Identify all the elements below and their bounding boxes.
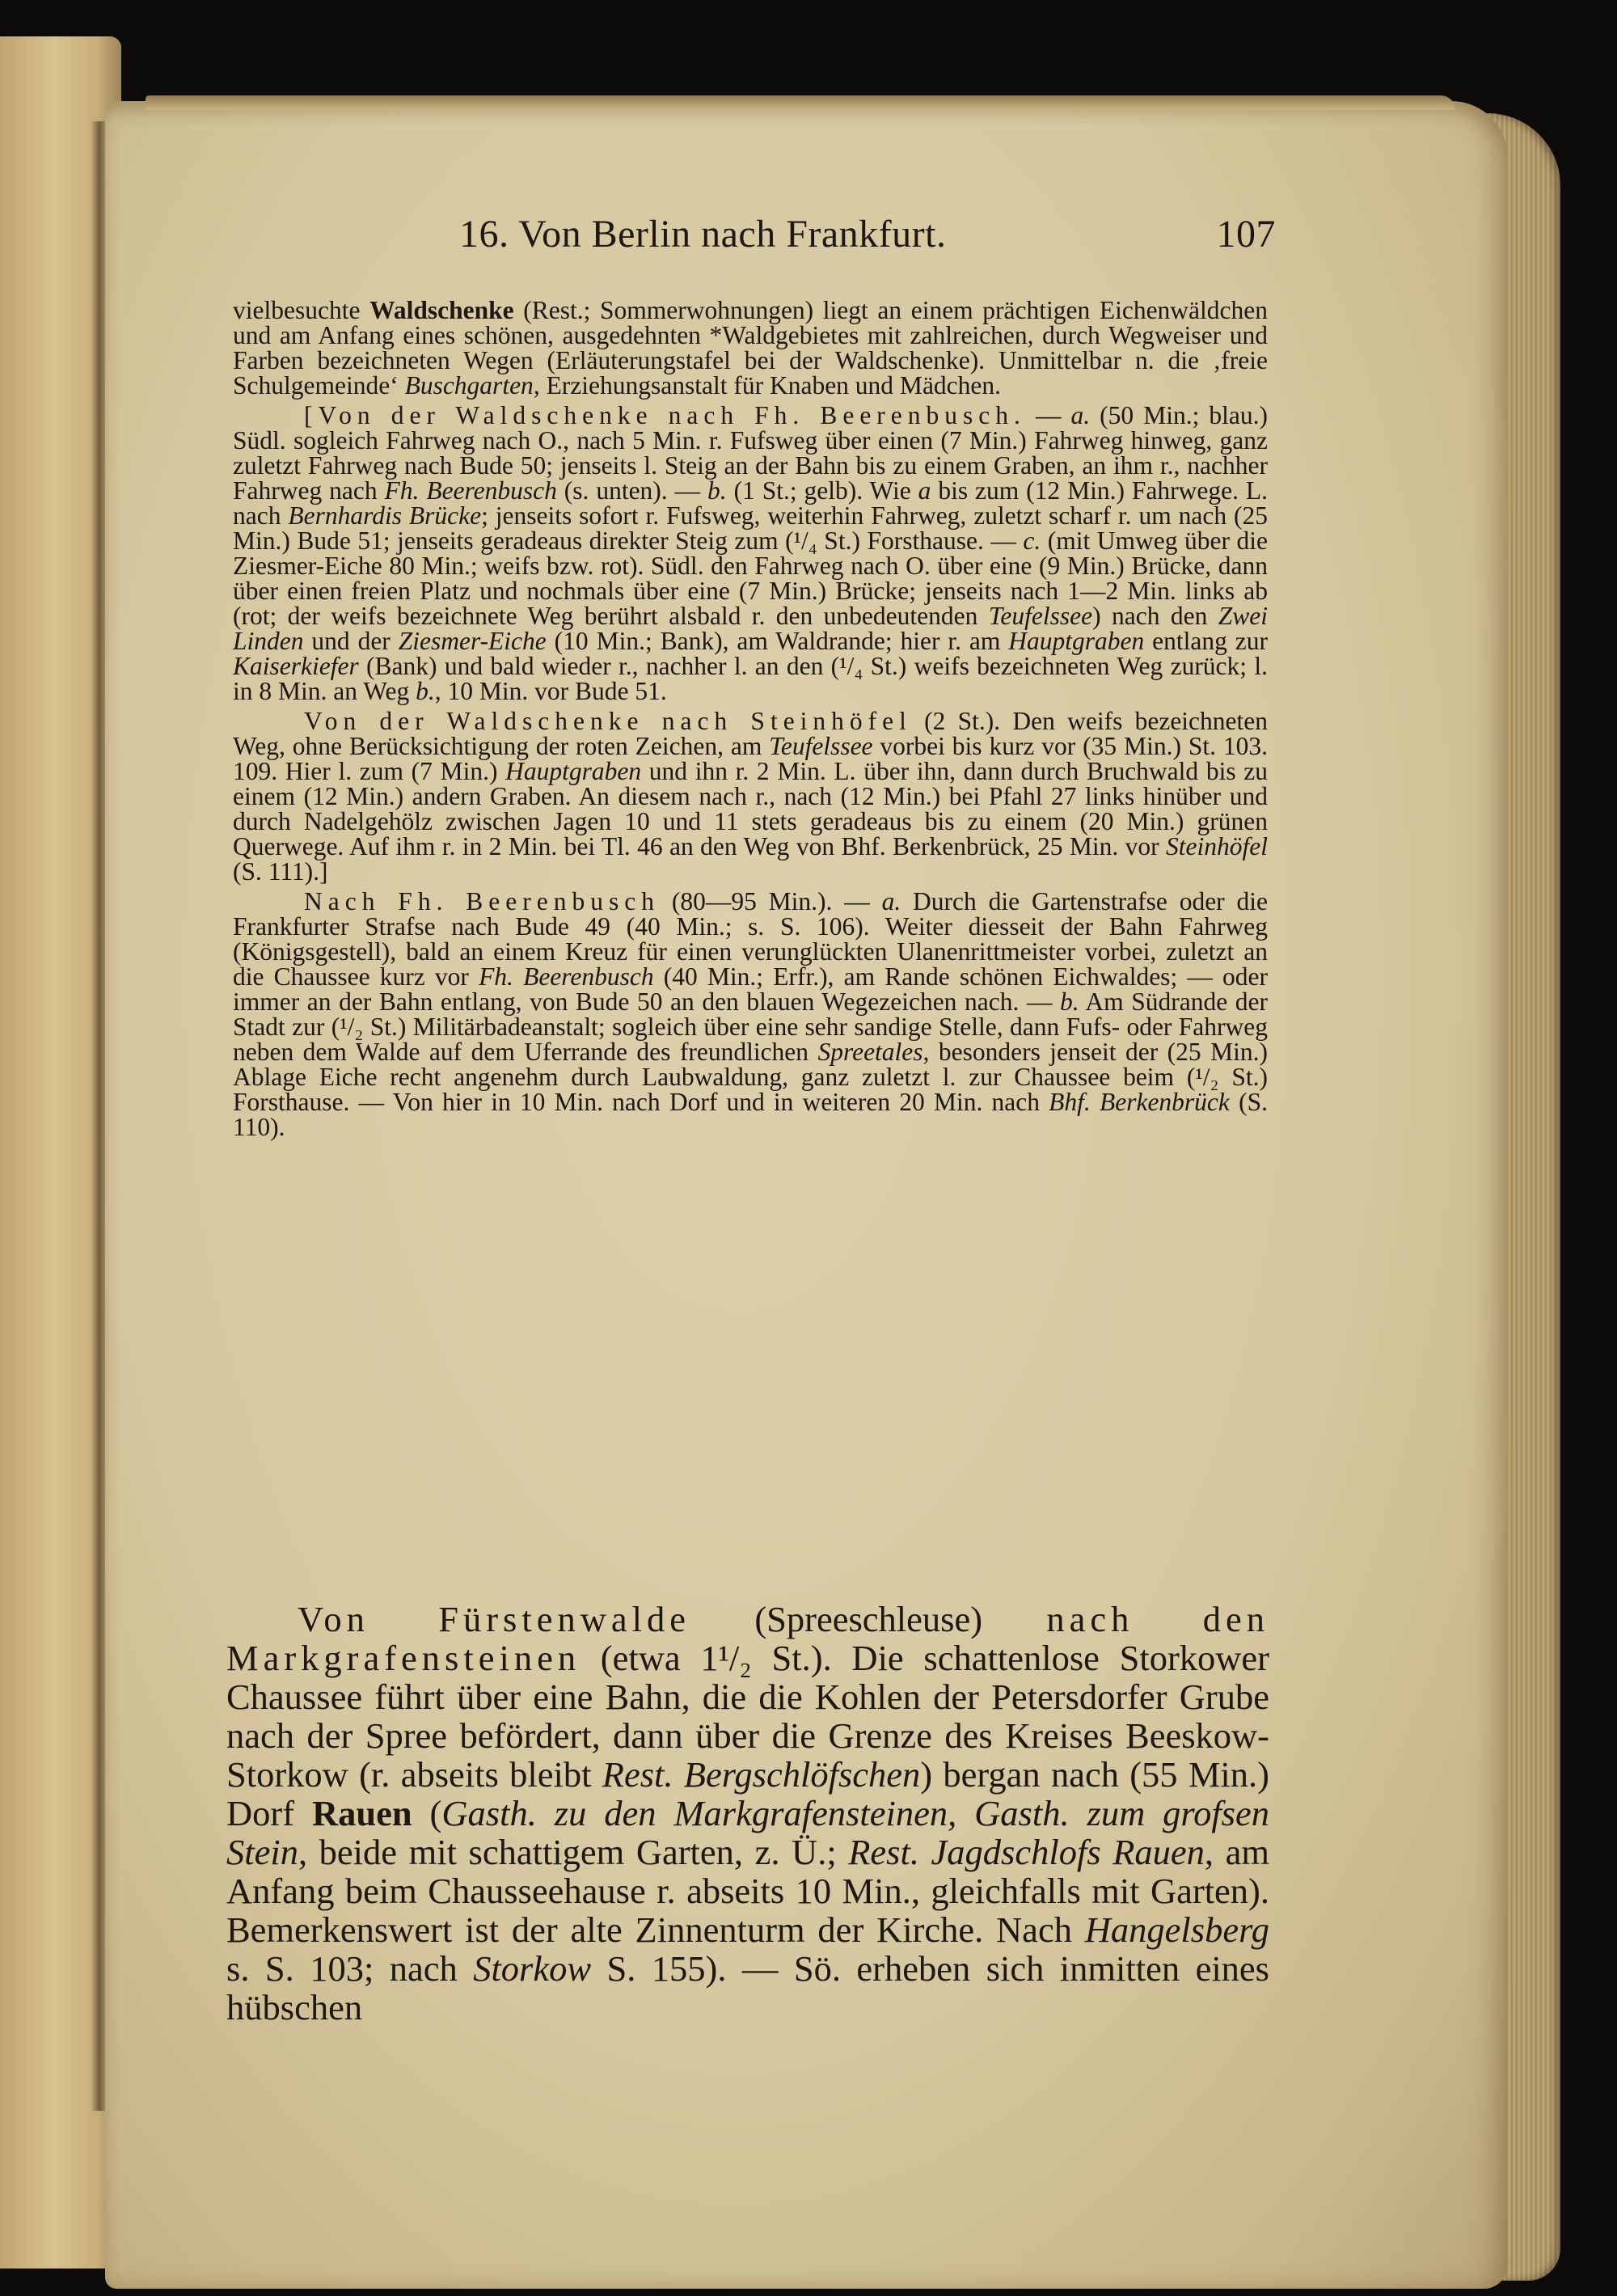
text-run: (10 Min.; Bank), am Waldrande; hier r. am — [546, 627, 1009, 655]
paragraph-route-beerenbusch — [233, 403, 1268, 704]
paragraph-markgrafensteine — [226, 1600, 1269, 2027]
text-run: S. 155). — Sö. erheben sich inmitten eines hübschen — [226, 1948, 1270, 2027]
text-run: ; jenseits sofort r. Fufsweg, weiterhin Fahrweg, zuletzt scharf r. um nach (25 Min.) Bude 51; jenseits geradeaus direkter Steig zum (¹/₄ St.) Forsthause. — — [233, 501, 1268, 555]
text-italic: Rest. Jagdschlofs Rauen — [848, 1832, 1205, 1872]
text-italic: Ziesmer-Eiche — [398, 627, 547, 655]
paragraph-nach-beerenbusch — [233, 889, 1268, 1140]
main-text-block — [233, 298, 1268, 1144]
text-italic: a. — [1070, 401, 1091, 429]
text-italic: a — [918, 476, 931, 505]
text-italic: Bernhardis Brücke — [288, 501, 482, 530]
text-run: (40 Min.; Erfr.), am Rande schönen Eichwaldes; — oder immer an der Bahn entlang, von Bude 50 an den blauen Wegezeichen nach. — — [233, 962, 1268, 1016]
text-italic: Spreetales — [817, 1038, 923, 1066]
text-run: (S. 111).] — [233, 857, 328, 886]
text-italic: Teufelssee — [769, 732, 873, 760]
text-run: und ihn r. 2 Min. L. über ihn, dann durch Bruchwald bis zu einem (12 Min.) andern Graben. An diesem nach r., nach (12 Min.) bei Pfahl 27 links hinüber und durch Nadelgehölz zwischen Jagen 10 und 11 stets geradeaus bis zu einem (20 Min.) grünen Querwege. Auf ihm r. in 2 Min. bei Tl. 46 an den Weg von Bhf. Berkenbrück, 25 Min. vor — [233, 757, 1268, 860]
page-number: 107 — [1216, 213, 1276, 256]
text-italic: Teufelssee — [988, 602, 1093, 630]
route-heading: nach den Markgrafensteinen — [226, 1599, 1269, 1678]
text-run: (etwa 1¹/₂ St.). Die schattenlose Storkower Chaussee führt über eine Bahn, die die Kohlen der Petersdorfer Grube nach der Spree befördert, dann über die Grenze des Kreises Beeskow-Storkow (r. abseits bleibt — [226, 1638, 1269, 1795]
text-run: (Spreeschleuse) — [690, 1599, 1047, 1639]
text-italic: c. — [1023, 526, 1041, 555]
place-name-bold: Rauen — [311, 1793, 412, 1833]
text-italic: Rest. Bergschlöfschen — [602, 1754, 921, 1795]
text-italic: b. — [416, 677, 435, 705]
text-run: ( — [412, 1793, 442, 1833]
text-italic: Gasth. zu den Markgrafensteinen, Gasth. zum grofsen Stein — [226, 1793, 1269, 1872]
text-italic: Steinhöfel — [1166, 832, 1268, 860]
page-top-edge — [146, 95, 1455, 110]
text-italic: Fh. Beerenbusch — [479, 962, 654, 991]
route-heading: Von der Waldschenke nach Steinhöfel — [304, 707, 912, 735]
text-italic: Storkow — [473, 1948, 592, 1989]
text-run: (80—95 Min.). — — [659, 887, 882, 915]
text-run: , beide mit schattigem Garten, z. Ü.; — [298, 1832, 849, 1872]
text-run: , am Anfang beim Chausseehause r. abseits 10 Min., gleichfalls mit Garten). Bemerkenswert ist der alte Zinnenturm der Kirche. Nach — [226, 1832, 1269, 1950]
text-italic: b. — [707, 476, 727, 505]
text-run: bis zum (12 Min.) Fahrwege. L. nach — [233, 476, 1268, 530]
text-run: ) nach den — [1092, 602, 1218, 630]
text-run: , 10 Min. vor Bude 51. — [434, 677, 667, 705]
text-run: , besonders jenseit der (25 Min.) Ablage Eiche recht angenehm durch Laubwaldung, ganz zuletzt l. zur Chaussee beim (¹/₂ St.) Forsthause. — Von hier in 10 Min. nach Dorf und in weiteren 20 Min. nach — [233, 1038, 1268, 1116]
text-run: — — [1025, 401, 1071, 429]
text-italic: Hangelsberg — [1084, 1909, 1269, 1950]
text-run: , Erziehungsanstalt für Knaben und Mädchen. — [533, 371, 1002, 400]
text-run: (50 Min.; blau.) Südl. sogleich Fahrweg nach O., nach 5 Min. r. Fufsweg über einen (7 Min.) Fahrweg hinweg, ganz zuletzt Fahrweg nach Bude 50; jenseits l. Steig an der Bahn bis zu einem Graben, an ihm r., nachher Fahrweg nach — [233, 401, 1268, 505]
text-run: und der — [303, 627, 399, 655]
paragraph-waldschenke — [233, 298, 1268, 398]
text-italic: b. — [1059, 987, 1079, 1016]
text-italic: Hauptgraben — [1008, 627, 1145, 655]
text-run: vorbei bis kurz vor (35 Min.) St. 103. 109. Hier l. zum (7 Min.) — [233, 732, 1268, 785]
text-run: s. S. 103; nach — [226, 1948, 474, 1989]
text-run: Durch die Gartenstrafse oder die Frankfurter Strafse nach Bude 49 (40 Min.; s. S. 106). Weiter diesseit der Bahn Fahrweg (Königsgestell), bald an einem Kreuz für einen verunglückten Ulanenrittmeister vorbei, zuletzt an die Chaussee kurz vor — [233, 887, 1268, 991]
route-heading: [Von der Waldschenke nach Fh. Beerenbusch. — [304, 401, 1026, 429]
text-run: (Bank) und bald wieder r., nachher l. an den (¹/₄ St.) weifs bezeichneten Weg zurück; l. in 8 Min. an Weg — [233, 652, 1268, 705]
paragraph-route-steinhoefel — [233, 708, 1268, 884]
text-run: ) bergan nach (55 Min.) Dorf — [226, 1754, 1269, 1833]
text-run: entlang zur — [1144, 627, 1269, 655]
route-heading: Von Fürstenwalde — [298, 1599, 690, 1639]
text-italic: Zwei Linden — [233, 602, 1268, 655]
text-run: vielbesuchte — [233, 296, 370, 324]
text-italic: Buschgarten — [404, 371, 534, 400]
place-name-bold: Waldschenke — [369, 296, 514, 324]
text-run: (s. unten). — — [556, 476, 708, 505]
text-run: (mit Umweg über die Ziesmer-Eiche 80 Min.; weifs bzw. rot). Südl. den Fahrweg nach O. über eine (9 Min.) Brücke, dann über einen freien Platz und nochmals über eine (7 Min.) Brücke; jenseits nach 1—2 Min. links ab (rot; der weifs bezeichnete Weg berührt alsbald r. den unbedeutenden — [233, 526, 1268, 630]
route-heading: Nach Fh. Beerenbusch — [304, 887, 660, 915]
text-run: Am Südrande der Stadt zur (¹/₂ St.) Militärbadeanstalt; sogleich über eine sehr sandige Stelle, dann Fufs- oder Fahrweg neben dem Walde auf dem Uferrande des freundlichen — [233, 987, 1268, 1066]
text-run: (1 St.; gelb). Wie — [726, 476, 918, 505]
text-italic: a. — [881, 887, 901, 915]
running-header — [459, 212, 1276, 269]
text-italic: Hauptgraben — [505, 757, 642, 785]
text-run: (2 St.). Den weifs bezeichneten Weg, ohne Berücksichtigung der roten Zeichen, am — [233, 707, 1269, 760]
chapter-title: 16. Von Berlin nach Frankfurt. — [459, 213, 947, 256]
text-italic: Bhf. Berkenbrück — [1049, 1088, 1230, 1116]
text-run: (S. 110). — [233, 1088, 1268, 1141]
text-run: (Rest.; Sommerwohnungen) liegt an einem prächtigen Eichenwäldchen und am Anfang eines schönen, ausgedehnten *Waldgebietes mit zahlreichen, durch Wegweiser und Farben bezeichneten Wegen (Erläuterungstafel bei der Waldschenke). Unmittelbar n. die ‚freie Schulgemeinde‘ — [233, 296, 1268, 400]
large-text-block — [226, 1600, 1269, 2027]
text-italic: Kaiserkiefer — [233, 652, 359, 680]
text-italic: Fh. Beerenbusch — [384, 476, 557, 505]
